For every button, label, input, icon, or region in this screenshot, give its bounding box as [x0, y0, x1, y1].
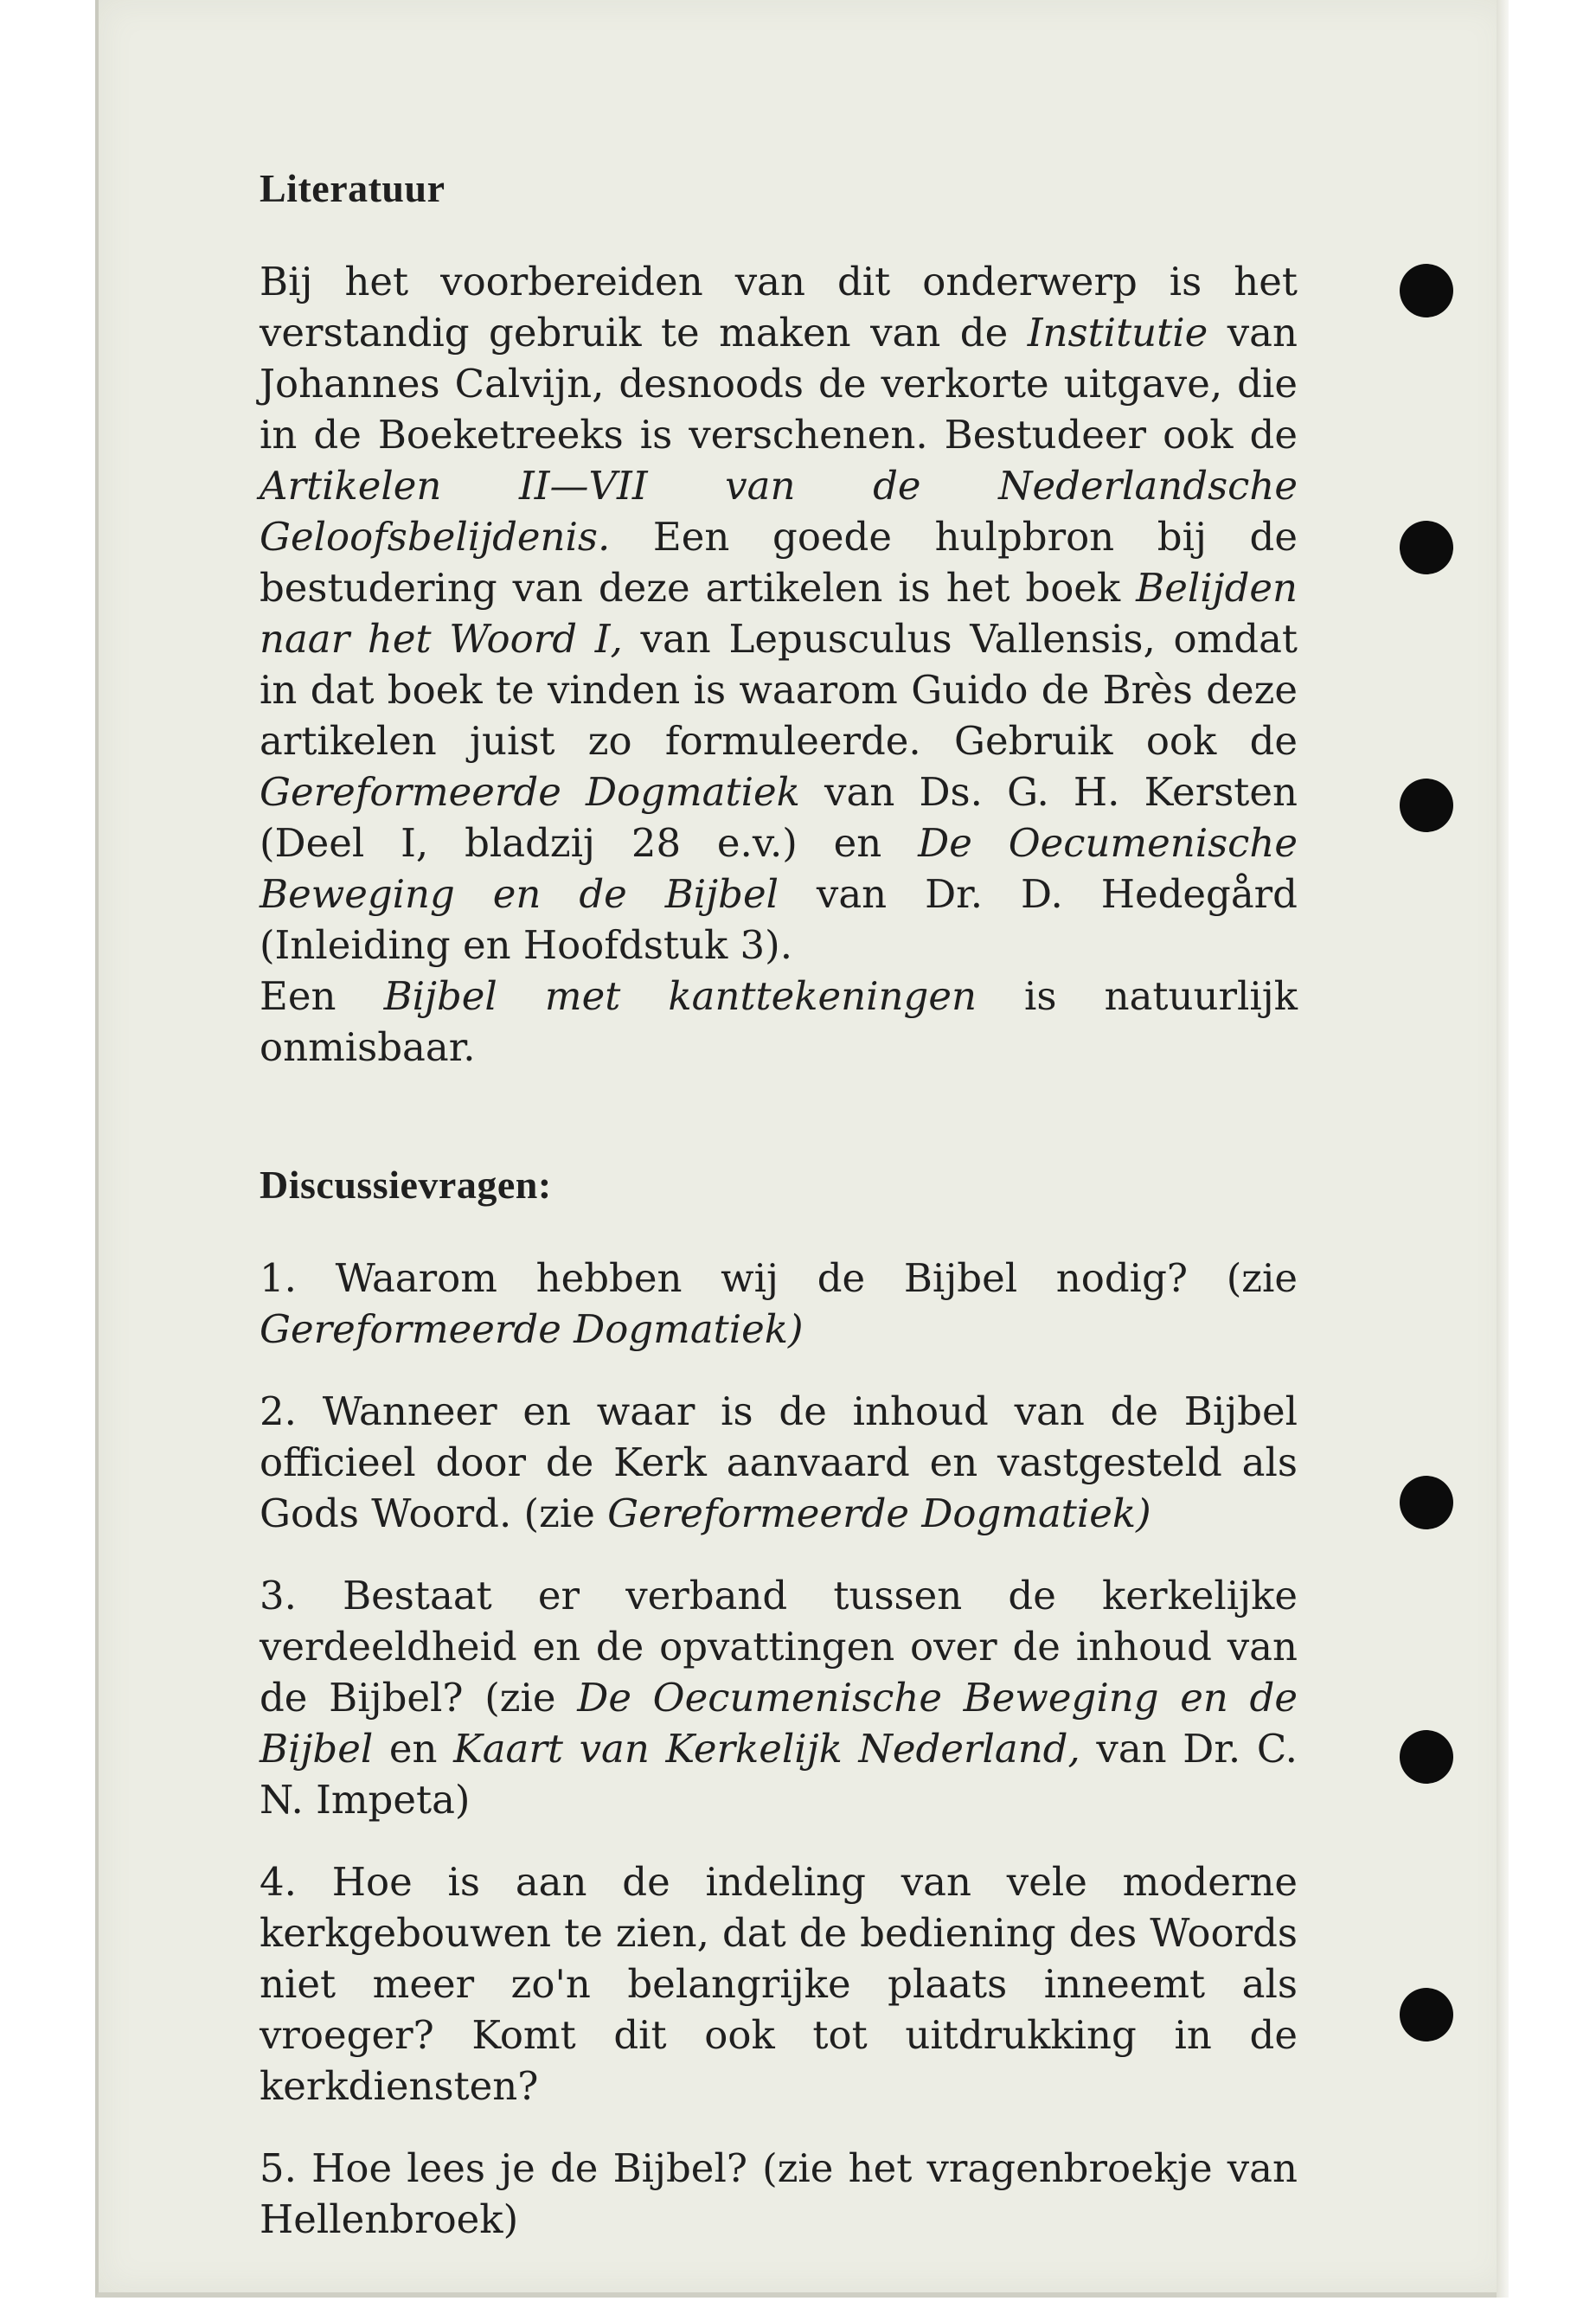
literature-paragraph — [260, 256, 1298, 971]
punch-hole — [1400, 1988, 1453, 2041]
page-edge — [1497, 0, 1509, 2298]
text-run: 2. Wanneer en waar is de inhoud van de Bijbel officieel door de Kerk aanvaard en vastgesteld als Gods Woord. (zie — [260, 1388, 1298, 1536]
text-run: 1. Waarom hebben wij de Bijbel nodig? (zie — [260, 1255, 1298, 1301]
text-run: van Dr. D. Hedegård (Inleiding en Hoofdstuk 3). — [260, 871, 1298, 968]
text-run: 4. Hoe is aan de indeling van vele moderne kerkgebouwen te zien, dat de bediening des Woords niet meer zo'n belangrijke plaats inneemt als vroeger? Komt dit ook tot uitdrukking in de kerkdiensten? — [260, 1859, 1298, 2109]
book-title: Gereformeerde Dogmatiek) — [260, 1306, 804, 1352]
text-run: van Lepusculus Vallensis, omdat in dat boek te vinden is waarom Guido de Brès deze artikelen juist zo formuleerde. Gebruik ook de — [260, 616, 1298, 764]
literature-heading: Literatuur — [260, 166, 445, 210]
text-run: 5. Hoe lees je de Bijbel? (zie het vragenbroekje van Hellenbroek) — [260, 2145, 1298, 2242]
book-title: Artikelen II—VII van de Nederlandsche Geloofsbelijdenis. — [260, 463, 1298, 560]
text-run: van Dr. C. N. Impeta) — [260, 1726, 1298, 1823]
page-content — [260, 163, 1298, 2245]
discussion-heading: Discussievragen: — [260, 1163, 552, 1207]
question-list — [260, 1253, 1298, 2245]
punch-hole — [1400, 264, 1453, 317]
text-run: Een goede hulpbron bij de bestudering van deze artikelen is het boek — [260, 514, 1298, 611]
book-title: De Oecumenische Beweging en de Bijbel — [260, 820, 1298, 917]
book-title: Kaart van Kerkelijk Nederland, — [453, 1726, 1080, 1772]
punch-hole — [1400, 1730, 1453, 1784]
book-title: De Oecumenische Beweging en de Bijbel — [260, 1675, 1298, 1772]
text-run: is natuurlijk onmisbaar. — [260, 973, 1298, 1070]
text-run: van Ds. G. H. Kersten (Deel I, bladzij 28 e.v.) en — [260, 769, 1298, 866]
punch-hole — [1400, 779, 1453, 832]
book-title: Gereformeerde Dogmatiek) — [607, 1490, 1151, 1536]
punch-hole — [1400, 1476, 1453, 1529]
book-title: Belijden naar het Woord I, — [260, 565, 1298, 662]
question-item — [260, 1570, 1298, 1825]
book-title: Gereformeerde Dogmatiek — [260, 769, 800, 815]
text-run: Een — [260, 973, 384, 1019]
text-run: 3. Bestaat er verband tussen de kerkelijke verdeeldheid en de opvattingen over de inhoud van de Bijbel? (zie — [260, 1573, 1298, 1721]
question-item — [260, 2143, 1298, 2245]
text-run: van Johannes Calvijn, desnoods de verkorte uitgave, die in de Boeketreeks is verschenen. Bestudeer ook de — [260, 310, 1298, 458]
text-run: en — [373, 1726, 454, 1772]
book-title: Bijbel met kanttekeningen — [383, 973, 977, 1019]
question-item — [260, 1253, 1298, 1355]
question-item — [260, 1386, 1298, 1539]
book-title: Institutie — [1027, 310, 1208, 356]
text-run: Bij het voorbereiden van dit onderwerp is het verstandig gebruik te maken van de — [260, 259, 1298, 356]
question-item — [260, 1856, 1298, 2112]
punch-hole — [1400, 521, 1453, 574]
literature-closing — [260, 971, 1298, 1073]
